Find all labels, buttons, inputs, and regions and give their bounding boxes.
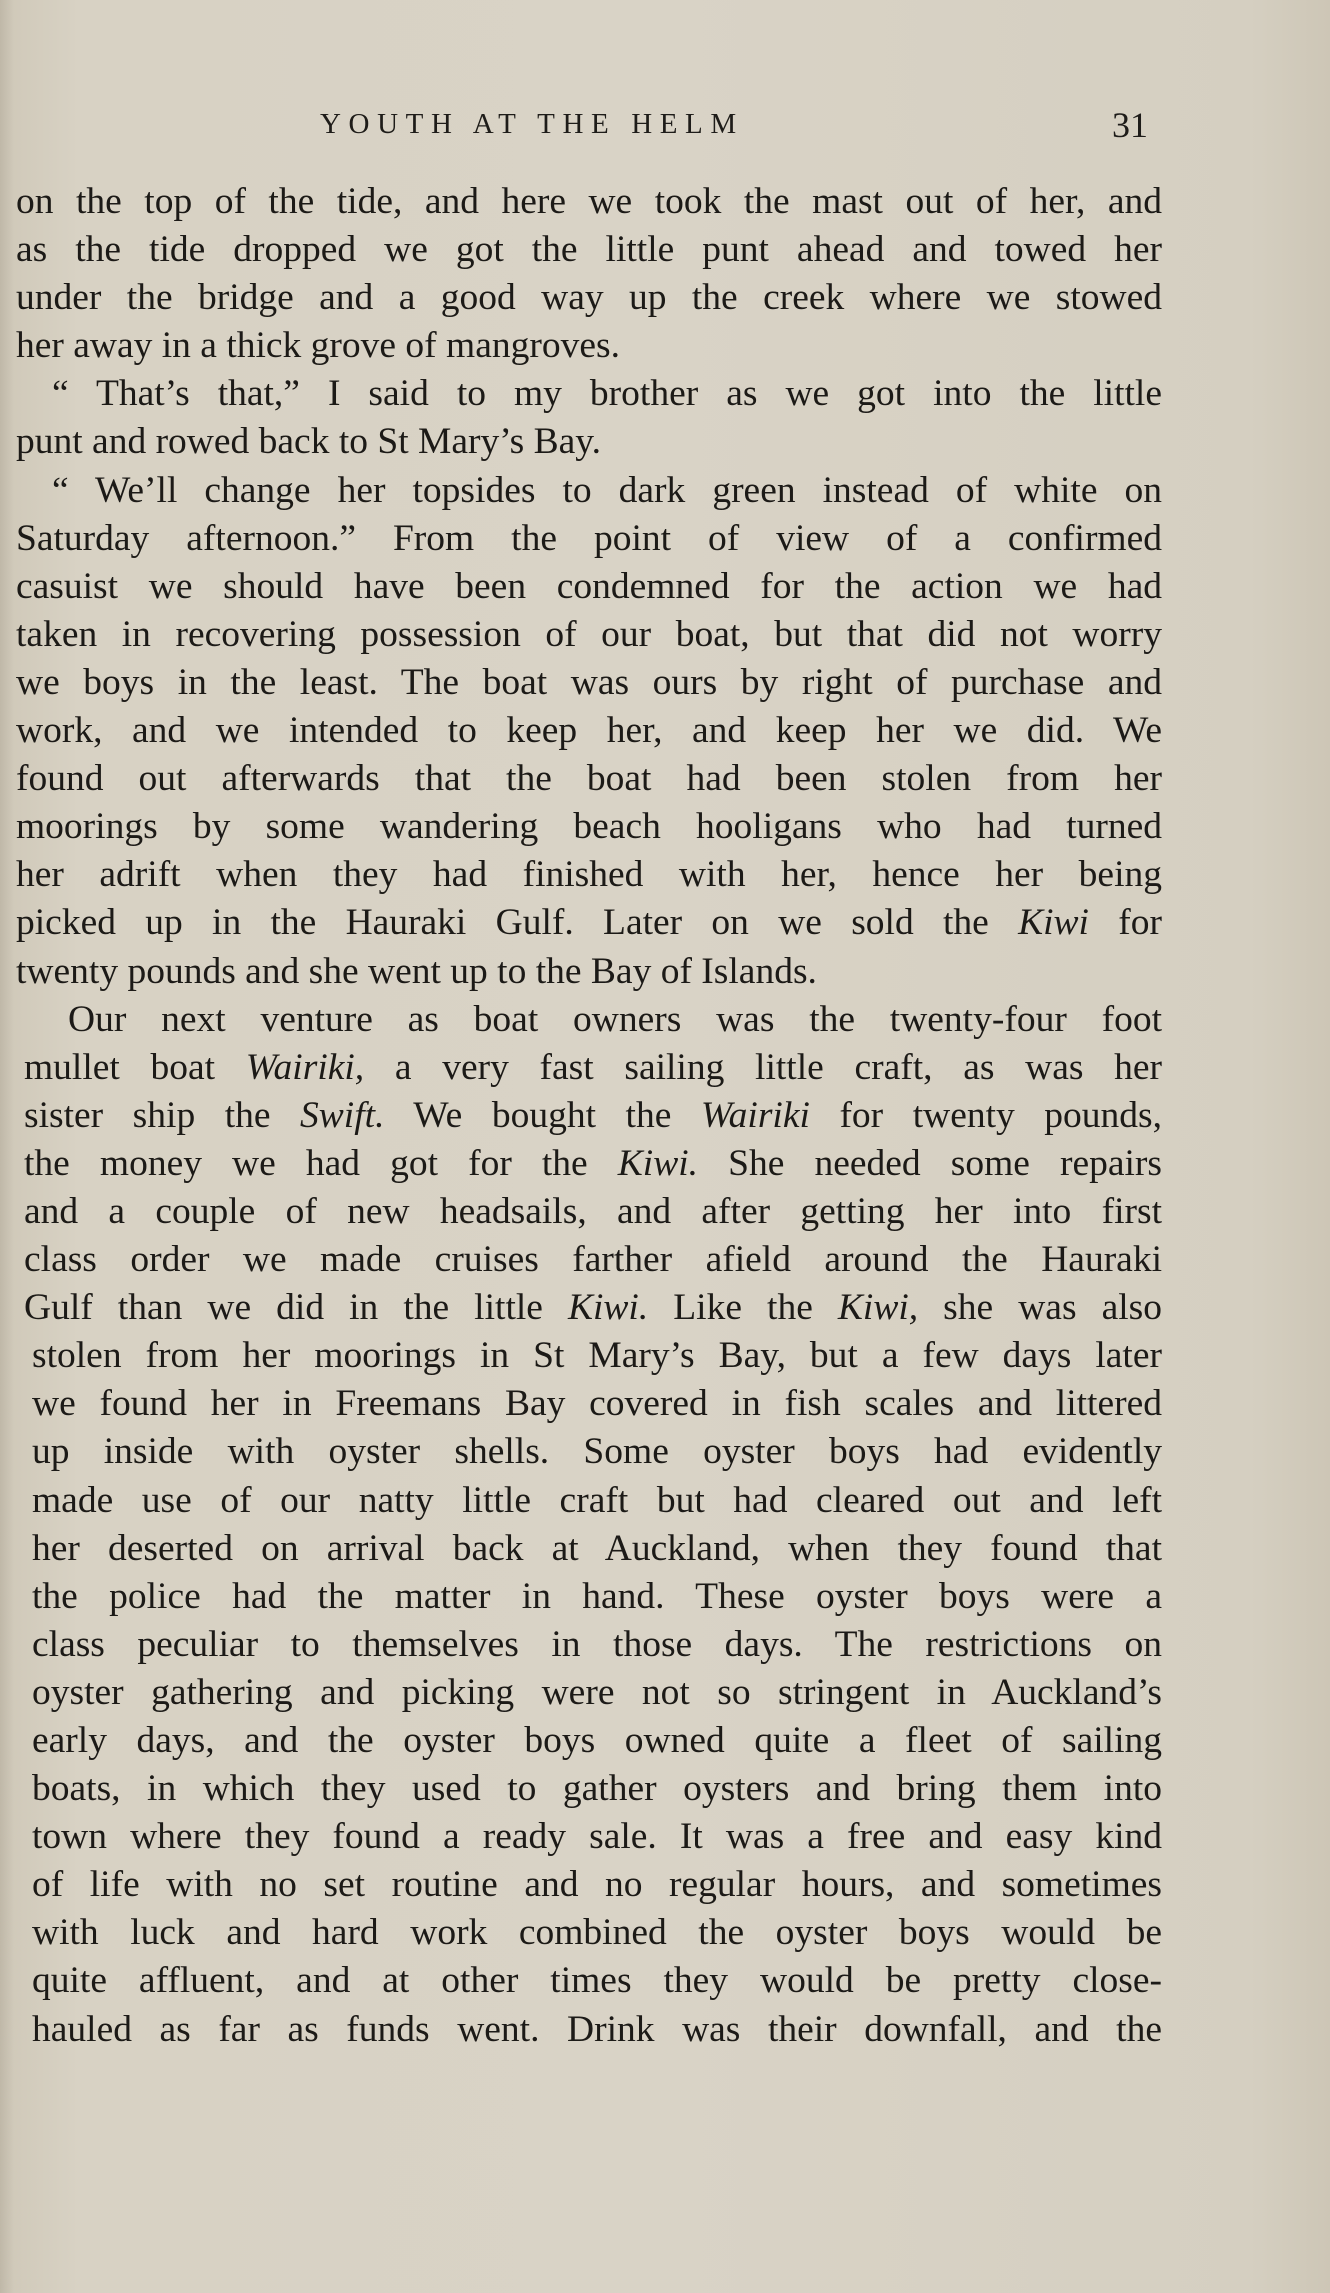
- text-segment: she was also: [918, 1287, 1162, 1329]
- text-segment: and a couple of new headsails, and after getting her into first: [24, 1190, 1162, 1232]
- text-line: [16, 274, 1162, 322]
- text-segment: Gulf than we did in the little: [24, 1287, 568, 1329]
- text-line: [16, 1236, 1162, 1284]
- text-line: [16, 948, 1162, 996]
- text-line: [16, 1380, 1162, 1428]
- text-line: [16, 1092, 1162, 1140]
- text-line: [16, 1188, 1162, 1236]
- text-line: [16, 1957, 1162, 2005]
- text-line: [16, 1765, 1162, 1813]
- text-segment: picked up in the Hauraki Gulf. Later on we sold the: [16, 902, 1019, 944]
- text-segment: her deserted on arrival back at Auckland, when they found that: [32, 1527, 1162, 1569]
- text-segment: under the bridge and a good way up the creek where we stowed: [16, 277, 1162, 319]
- text-line: [16, 1909, 1162, 1957]
- text-segment: town where they found a ready sale. It was a free and easy kind: [32, 1816, 1162, 1858]
- text-segment: we boys in the least. The boat was ours by right of purchase and: [16, 661, 1162, 703]
- text-line: [16, 1332, 1162, 1380]
- italic-boat-name: Kiwi: [1018, 902, 1089, 944]
- text-segment: mullet boat: [24, 1046, 246, 1088]
- text-segment: punt and rowed back to St Mary’s Bay.: [16, 421, 601, 463]
- text-segment: found out afterwards that the boat had been stolen from her: [16, 758, 1162, 800]
- text-line: [16, 418, 1162, 466]
- text-line: [16, 851, 1162, 899]
- text-line: [16, 1861, 1162, 1909]
- text-line: [16, 996, 1162, 1044]
- page-edge-shadow: [0, 0, 14, 2293]
- text-segment: Saturday afternoon.” From the point of view of a confirmed: [16, 517, 1162, 559]
- text-segment: early days, and the oyster boys owned quite a fleet of sailing: [32, 1720, 1162, 1761]
- text-line: [16, 1284, 1162, 1332]
- text-line: [16, 1813, 1162, 1861]
- running-head-title: YOUTH AT THE HELM: [320, 108, 744, 140]
- text-segment: oyster gathering and picking were not so stringent in Auckland’s: [32, 1671, 1162, 1713]
- text-line: [16, 563, 1162, 611]
- text-segment: She needed some repairs: [698, 1142, 1162, 1184]
- text-line: [16, 1621, 1162, 1669]
- text-line: [16, 611, 1162, 659]
- text-line: [16, 1525, 1162, 1573]
- text-segment: We bought the: [384, 1094, 701, 1136]
- italic-boat-name: Kiwi.: [617, 1142, 699, 1184]
- text-line: [16, 1477, 1162, 1525]
- text-line: [16, 2006, 1162, 2054]
- text-segment: we found her in Freemans Bay covered in fish scales and littered: [32, 1383, 1162, 1425]
- text-segment: twenty pounds and she went up to the Bay of Islands.: [16, 950, 817, 992]
- text-line: [16, 1428, 1162, 1476]
- text-segment: the money we had got for the: [24, 1142, 618, 1184]
- text-segment: work, and we intended to keep her, and keep her we did. We: [16, 710, 1162, 752]
- text-segment: moorings by some wandering beach hooligans who had turned: [16, 806, 1162, 848]
- text-line: [16, 467, 1162, 515]
- text-segment: class peculiar to themselves in those days. The restrictions on: [32, 1623, 1162, 1665]
- text-segment: quite affluent, and at other times they would be pretty close-: [32, 1960, 1162, 2002]
- text-segment: hauled as far as funds went. Drink was their downfall, and the: [32, 2008, 1162, 2050]
- text-segment: boats, in which they used to gather oysters and bring them into: [32, 1768, 1162, 1810]
- text-line: [16, 226, 1162, 274]
- text-segment: up inside with oyster shells. Some oyster boys had evidently: [32, 1431, 1162, 1473]
- text-segment: with luck and hard work combined the oyster boys would be: [32, 1912, 1162, 1954]
- text-line: [16, 755, 1162, 803]
- text-segment: the police had the matter in hand. These oyster boys were a: [32, 1575, 1162, 1617]
- text-segment: on the top of the tide, and here we took the mast out of her, and: [16, 181, 1162, 222]
- text-line: [16, 1044, 1162, 1092]
- text-segment: casuist we should have been condemned for the action we had: [16, 565, 1162, 607]
- italic-boat-name: Wairiki: [700, 1094, 810, 1136]
- italic-boat-name: Kiwi.: [567, 1287, 649, 1329]
- text-segment: stolen from her moorings in St Mary’s Bay, but a few days later: [32, 1335, 1162, 1377]
- text-segment: class order we made cruises farther afield around the Hauraki: [24, 1239, 1162, 1281]
- text-segment: Our next venture as boat owners was the twenty-four foot: [68, 998, 1162, 1040]
- text-segment: her away in a thick grove of mangroves.: [16, 325, 620, 367]
- text-segment: as the tide dropped we got the little punt ahead and towed her: [16, 229, 1162, 271]
- text-segment: made use of our natty little craft but had cleared out and left: [32, 1479, 1162, 1521]
- text-line: [16, 659, 1162, 707]
- italic-boat-name: Kiwi,: [837, 1287, 919, 1329]
- text-segment: for twenty pounds,: [809, 1094, 1162, 1136]
- text-line: [16, 370, 1162, 418]
- text-line: [16, 1140, 1162, 1188]
- body-text: [16, 178, 1162, 2054]
- text-segment: sister ship the: [24, 1094, 301, 1136]
- text-segment: “ That’s that,” I said to my brother as we got into the little: [52, 373, 1162, 415]
- text-line: [16, 1573, 1162, 1621]
- page-number: 31: [1112, 105, 1148, 145]
- text-line: [16, 178, 1162, 226]
- italic-boat-name: Wairiki,: [245, 1046, 365, 1088]
- text-segment: for: [1088, 902, 1162, 944]
- text-line: [16, 707, 1162, 755]
- text-line: [16, 515, 1162, 563]
- text-segment: taken in recovering possession of our boat, but that did not worry: [16, 613, 1162, 655]
- text-line: [16, 803, 1162, 851]
- text-segment: a very fast sailing little craft, as was her: [364, 1046, 1162, 1088]
- text-line: [16, 1717, 1162, 1765]
- running-head: [0, 102, 1330, 152]
- text-line: [16, 899, 1162, 947]
- text-segment: of life with no set routine and no regular hours, and sometimes: [32, 1864, 1162, 1906]
- text-segment: “ We’ll change her topsides to dark green instead of white on: [52, 469, 1162, 511]
- italic-boat-name: Swift.: [300, 1094, 385, 1136]
- text-segment: her adrift when they had finished with her, hence her being: [16, 854, 1162, 896]
- text-line: [16, 322, 1162, 370]
- text-segment: Like the: [648, 1287, 838, 1329]
- text-line: [16, 1669, 1162, 1717]
